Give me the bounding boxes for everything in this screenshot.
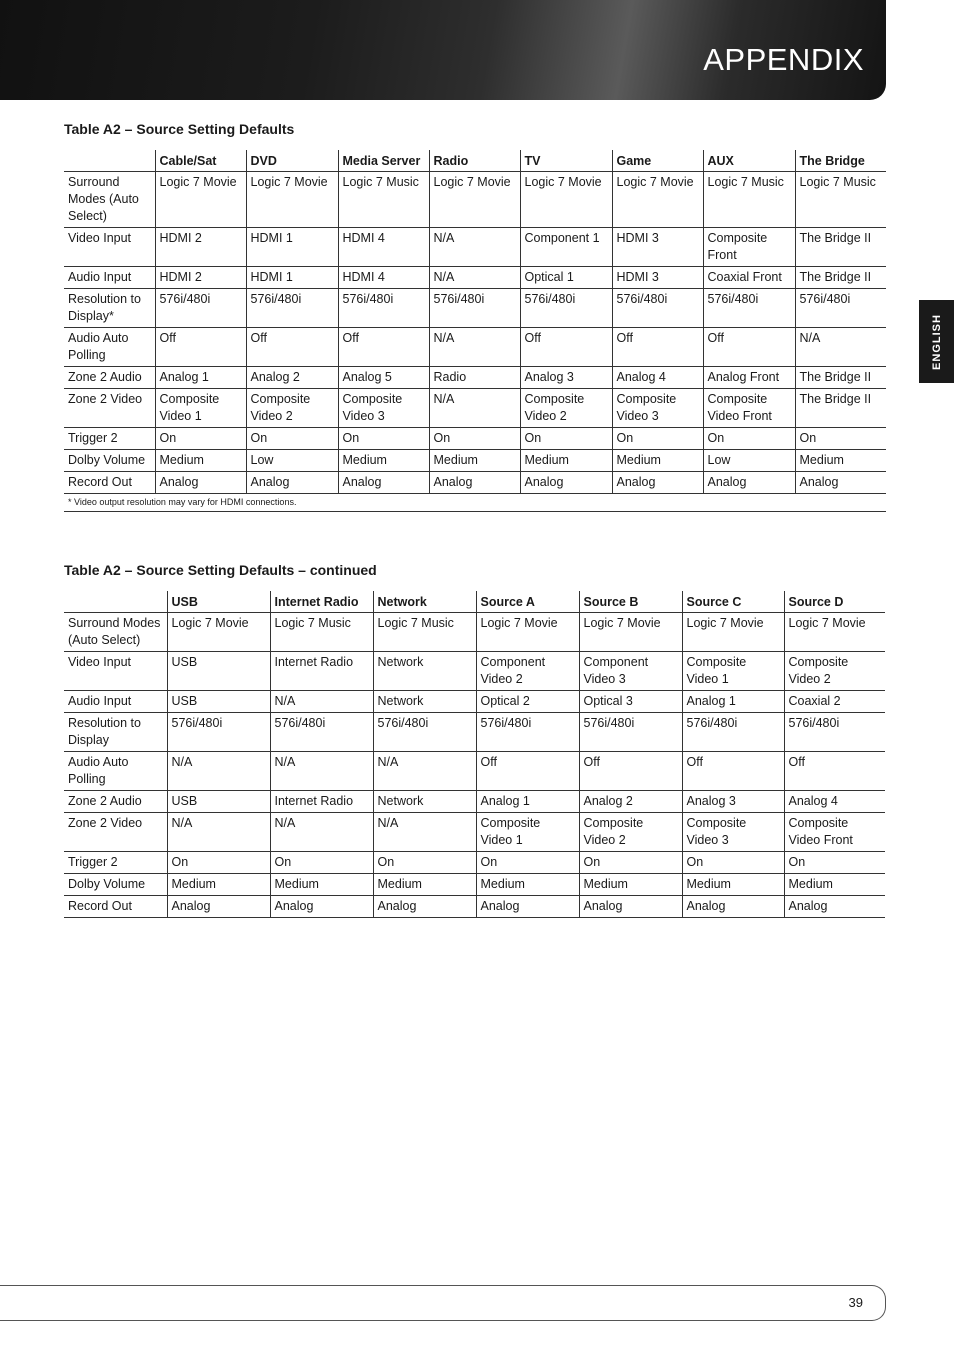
table-cell: Component Video 2	[476, 652, 579, 691]
table-cell: Analog	[520, 472, 612, 494]
column-header: Source A	[476, 591, 579, 613]
table-cell: Analog	[167, 896, 270, 918]
row-label: Audio Auto Polling	[64, 328, 155, 367]
table-cell: N/A	[270, 752, 373, 791]
table-row	[64, 813, 885, 852]
table-cell: On	[373, 852, 476, 874]
table-cell: On	[703, 428, 795, 450]
table-row	[64, 172, 886, 228]
table-row	[64, 691, 885, 713]
table-cell: Analog	[246, 472, 338, 494]
table-cell: On	[155, 428, 246, 450]
table-cell: Composite Video 1	[682, 652, 784, 691]
column-header: Source B	[579, 591, 682, 613]
row-label: Video Input	[64, 228, 155, 267]
table-cell: 576i/480i	[155, 289, 246, 328]
table-cell: HDMI 2	[155, 228, 246, 267]
table-cell: N/A	[373, 752, 476, 791]
column-header	[64, 591, 167, 613]
table-cell: Analog	[373, 896, 476, 918]
row-label: Zone 2 Video	[64, 389, 155, 428]
table-footnote: * Video output resolution may vary for HDMI connections.	[64, 494, 886, 512]
table-cell: Medium	[373, 874, 476, 896]
table-cell: Low	[246, 450, 338, 472]
table-cell: Composite Video 3	[612, 389, 703, 428]
row-label: Audio Input	[64, 267, 155, 289]
table-row	[64, 289, 886, 328]
table-cell: 576i/480i	[579, 713, 682, 752]
table-cell: N/A	[373, 813, 476, 852]
table-cell: 576i/480i	[270, 713, 373, 752]
table-footnote-row	[64, 494, 886, 512]
table2-caption-text: Table A2 – Source Setting Defaults	[64, 562, 295, 578]
table-cell: The Bridge II	[795, 389, 886, 428]
table-row	[64, 472, 886, 494]
table-cell: N/A	[429, 228, 520, 267]
table-cell: N/A	[167, 752, 270, 791]
table-cell: 576i/480i	[373, 713, 476, 752]
table-row	[64, 791, 885, 813]
table-cell: Analog	[429, 472, 520, 494]
table-cell: Logic 7 Movie	[155, 172, 246, 228]
table-cell: Medium	[795, 450, 886, 472]
table-cell: Analog	[270, 896, 373, 918]
language-tab-label: ENGLISH	[930, 313, 943, 370]
table-cell: Off	[784, 752, 885, 791]
table-cell: 576i/480i	[246, 289, 338, 328]
table-cell: Analog 5	[338, 367, 429, 389]
table-cell: N/A	[270, 813, 373, 852]
row-label: Audio Input	[64, 691, 167, 713]
table-cell: On	[579, 852, 682, 874]
table-cell: Analog 4	[784, 791, 885, 813]
table-cell: Analog 3	[520, 367, 612, 389]
table-cell: Off	[476, 752, 579, 791]
table-cell: Logic 7 Music	[338, 172, 429, 228]
table-cell: Composite Front	[703, 228, 795, 267]
table-cell: Composite Video 2	[520, 389, 612, 428]
table-cell: Off	[520, 328, 612, 367]
table2-caption	[64, 562, 377, 578]
row-label: Dolby Volume	[64, 874, 167, 896]
table-cell: 576i/480i	[612, 289, 703, 328]
table-cell: HDMI 4	[338, 267, 429, 289]
table-cell: Analog	[476, 896, 579, 918]
table-cell: N/A	[167, 813, 270, 852]
column-header: TV	[520, 150, 612, 172]
table-cell: Logic 7 Movie	[429, 172, 520, 228]
table-cell: Analog	[579, 896, 682, 918]
column-header: Game	[612, 150, 703, 172]
row-label: Dolby Volume	[64, 450, 155, 472]
table-cell: HDMI 1	[246, 228, 338, 267]
table-cell: On	[520, 428, 612, 450]
table-row	[64, 450, 886, 472]
table-cell: USB	[167, 791, 270, 813]
table-cell: Low	[703, 450, 795, 472]
table-cell: Medium	[612, 450, 703, 472]
table-cell: 576i/480i	[784, 713, 885, 752]
table-cell: Internet Radio	[270, 791, 373, 813]
table-cell: Logic 7 Movie	[579, 613, 682, 652]
column-header: The Bridge	[795, 150, 886, 172]
table-cell: Composite Video Front	[784, 813, 885, 852]
table-cell: Analog Front	[703, 367, 795, 389]
table-cell: N/A	[429, 389, 520, 428]
table-cell: The Bridge II	[795, 228, 886, 267]
table-cell: Medium	[784, 874, 885, 896]
row-label: Zone 2 Audio	[64, 367, 155, 389]
table-cell: Medium	[167, 874, 270, 896]
table-cell: HDMI 3	[612, 228, 703, 267]
table-cell: Medium	[338, 450, 429, 472]
table-cell: On	[795, 428, 886, 450]
row-label: Audio Auto Polling	[64, 752, 167, 791]
column-header	[64, 150, 155, 172]
table-cell: HDMI 1	[246, 267, 338, 289]
table-cell: Analog	[795, 472, 886, 494]
language-tab	[919, 300, 954, 383]
table-row	[64, 613, 885, 652]
table-cell: Optical 3	[579, 691, 682, 713]
table-cell: Radio	[429, 367, 520, 389]
table-cell: 576i/480i	[338, 289, 429, 328]
table-cell: Logic 7 Music	[703, 172, 795, 228]
table-cell: Medium	[429, 450, 520, 472]
table-cell: Logic 7 Movie	[520, 172, 612, 228]
table-cell: Medium	[155, 450, 246, 472]
table-cell: Logic 7 Movie	[612, 172, 703, 228]
table-cell: Optical 2	[476, 691, 579, 713]
row-label: Resolution to Display	[64, 713, 167, 752]
row-label: Surround Modes (Auto Select)	[64, 172, 155, 228]
table-cell: N/A	[270, 691, 373, 713]
table2-caption-suffix: – continued	[294, 562, 377, 578]
table-cell: Off	[246, 328, 338, 367]
table-cell: On	[682, 852, 784, 874]
row-label: Record Out	[64, 896, 167, 918]
row-label: Trigger 2	[64, 428, 155, 450]
table-cell: Composite Video 2	[579, 813, 682, 852]
table-cell: On	[270, 852, 373, 874]
table-cell: Analog	[784, 896, 885, 918]
table-cell: Medium	[520, 450, 612, 472]
table-cell: USB	[167, 652, 270, 691]
page-footer	[0, 1285, 886, 1321]
table-cell: Medium	[579, 874, 682, 896]
table-cell: On	[246, 428, 338, 450]
table-cell: Medium	[270, 874, 373, 896]
page-number: 39	[848, 1295, 863, 1310]
table-cell: The Bridge II	[795, 267, 886, 289]
table-cell: Logic 7 Movie	[246, 172, 338, 228]
table-cell: Analog 1	[476, 791, 579, 813]
table-cell: Off	[155, 328, 246, 367]
table-row	[64, 652, 885, 691]
table-cell: Off	[338, 328, 429, 367]
table-row	[64, 267, 886, 289]
source-defaults-table	[64, 150, 886, 512]
column-header: Cable/Sat	[155, 150, 246, 172]
table-cell: N/A	[429, 328, 520, 367]
table-cell: Network	[373, 791, 476, 813]
row-label: Video Input	[64, 652, 167, 691]
table-row	[64, 428, 886, 450]
table-cell: 576i/480i	[429, 289, 520, 328]
page-title: APPENDIX	[703, 42, 864, 77]
table-cell: Analog 1	[155, 367, 246, 389]
table-row	[64, 367, 886, 389]
table-cell: Off	[579, 752, 682, 791]
table-cell: Analog	[703, 472, 795, 494]
table-cell: Analog 4	[612, 367, 703, 389]
table-cell: Optical 1	[520, 267, 612, 289]
table-cell: On	[784, 852, 885, 874]
table-cell: 576i/480i	[167, 713, 270, 752]
column-header: AUX	[703, 150, 795, 172]
table-cell: Off	[612, 328, 703, 367]
table-cell: USB	[167, 691, 270, 713]
table-cell: Analog	[682, 896, 784, 918]
table-cell: Composite Video 3	[338, 389, 429, 428]
column-header: Source D	[784, 591, 885, 613]
table-cell: Logic 7 Movie	[476, 613, 579, 652]
source-defaults-continued-table	[64, 591, 885, 918]
page-header-banner	[0, 0, 886, 100]
table-cell: 576i/480i	[682, 713, 784, 752]
table-cell: 576i/480i	[476, 713, 579, 752]
table-cell: On	[167, 852, 270, 874]
table-cell: Logic 7 Movie	[682, 613, 784, 652]
table-cell: Network	[373, 691, 476, 713]
table-cell: On	[476, 852, 579, 874]
table-cell: Coaxial Front	[703, 267, 795, 289]
table-cell: Composite Video 2	[246, 389, 338, 428]
row-label: Record Out	[64, 472, 155, 494]
table-cell: Analog	[612, 472, 703, 494]
table-cell: HDMI 3	[612, 267, 703, 289]
column-header: Media Server	[338, 150, 429, 172]
table-cell: On	[429, 428, 520, 450]
table-cell: Internet Radio	[270, 652, 373, 691]
table-cell: Logic 7 Music	[795, 172, 886, 228]
row-label: Zone 2 Audio	[64, 791, 167, 813]
table-cell: HDMI 2	[155, 267, 246, 289]
table-cell: Analog 3	[682, 791, 784, 813]
table-cell: Analog 2	[246, 367, 338, 389]
column-header: Internet Radio	[270, 591, 373, 613]
table-cell: Composite Video Front	[703, 389, 795, 428]
table-cell: Logic 7 Music	[270, 613, 373, 652]
table-cell: The Bridge II	[795, 367, 886, 389]
table-cell: 576i/480i	[520, 289, 612, 328]
row-label: Surround Modes (Auto Select)	[64, 613, 167, 652]
column-header: USB	[167, 591, 270, 613]
table-row	[64, 228, 886, 267]
table-cell: Analog	[155, 472, 246, 494]
table-cell: Logic 7 Movie	[167, 613, 270, 652]
table-cell: On	[612, 428, 703, 450]
row-label: Zone 2 Video	[64, 813, 167, 852]
table-cell: 576i/480i	[795, 289, 886, 328]
table-row	[64, 852, 885, 874]
table-cell: Analog 1	[682, 691, 784, 713]
row-label: Trigger 2	[64, 852, 167, 874]
table-cell: Logic 7 Movie	[784, 613, 885, 652]
table-cell: Off	[703, 328, 795, 367]
table-cell: Analog 2	[579, 791, 682, 813]
table-cell: Composite Video 1	[155, 389, 246, 428]
table-cell: Medium	[476, 874, 579, 896]
table-cell: HDMI 4	[338, 228, 429, 267]
table-cell: Network	[373, 652, 476, 691]
table-cell: Off	[682, 752, 784, 791]
table1-caption	[64, 121, 294, 137]
table-row	[64, 713, 885, 752]
table-cell: N/A	[795, 328, 886, 367]
table-row	[64, 328, 886, 367]
table-cell: Analog	[338, 472, 429, 494]
column-header: Source C	[682, 591, 784, 613]
table-row	[64, 752, 885, 791]
table-cell: Medium	[682, 874, 784, 896]
table-row	[64, 389, 886, 428]
column-header: DVD	[246, 150, 338, 172]
table-cell: Composite Video 2	[784, 652, 885, 691]
row-label: Resolution to Display*	[64, 289, 155, 328]
table-cell: Component Video 3	[579, 652, 682, 691]
table-cell: Component 1	[520, 228, 612, 267]
table-cell: Coaxial 2	[784, 691, 885, 713]
table-cell: Composite Video 3	[682, 813, 784, 852]
column-header: Radio	[429, 150, 520, 172]
table1-caption-text: Table A2 – Source Setting Defaults	[64, 121, 295, 137]
table-cell: Logic 7 Music	[373, 613, 476, 652]
table-row	[64, 896, 885, 918]
table-cell: Composite Video 1	[476, 813, 579, 852]
table-cell: On	[338, 428, 429, 450]
column-header: Network	[373, 591, 476, 613]
table-row	[64, 874, 885, 896]
table-cell: 576i/480i	[703, 289, 795, 328]
table-cell: N/A	[429, 267, 520, 289]
